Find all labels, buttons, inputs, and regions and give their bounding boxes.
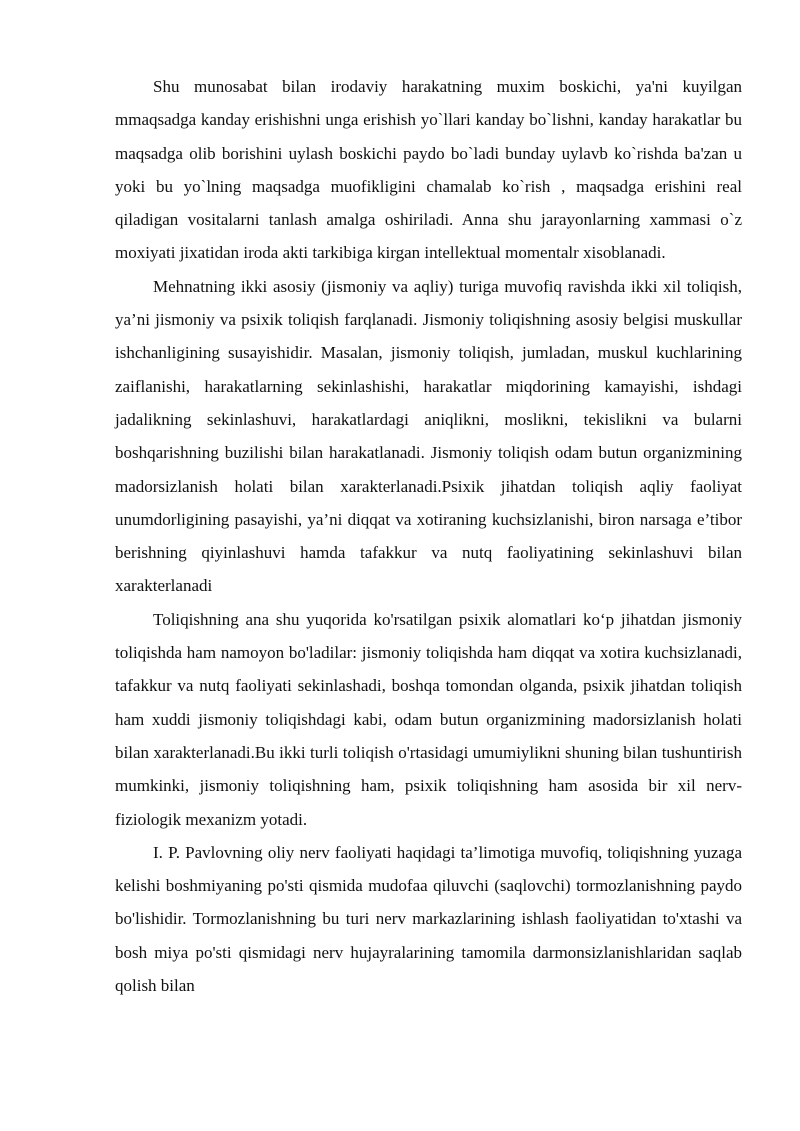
paragraph-2: Mehnatning ikki asosiy (jismoniy va aqliy) turiga muvofiq ravishda ikki xil toliqish, ya’ni jismoniy va psixik toliqish farqlanadi. Jismoniy toliqishning asosiy belgisi muskullar ishchanligining susayishidir. Masalan, jismoniy toliqish, jumladan, muskul kuchlarining zaiflanishi, harakatlarning sekinlashishi, harakatlar miqdorining kamayishi, ishdagi jadalikning sekinlashuvi, harakatlardagi aniqlikni, moslikni, tekislikni va bularni boshqarishning buzilishi bilan harakatlanadi. Jismoniy toliqish odam butun organizmining madorsizlanish holati bilan xarakterlanadi.Psixik jihatdan toliqish aqliy faoliyat unumdorligining pasayishi, ya’ni diqqat va xotiraning kuchsizlanishi, biron narsaga e’tibor berishning qiyinlashuvi hamda tafakkur va nutq faoliyatining sekinlashuvi bilan xarakterlanadi [115,276,742,596]
paragraph-4: I. P. Pavlovning oliy nerv faoliyati haqidagi ta’limotiga muvofiq, toliqishning yuzaga kelishi boshmiyaning po'sti qismida mudofaa qiluvchi (saqlovchi) tormozlanishning paydo bo'lishidir. Tormozlanishning bu turi nerv markazlarining ishlash faoliyatidan to'xtashi va bosh miya po'sti qismidagi nerv hujayralarining tamomila darmonsizlanishlaridan saqlab qolish bilan [115,842,742,996]
document-page [115,70,742,1002]
paragraph-3: Toliqishning ana shu yuqorida ko'rsatilgan psixik alomatlari ko‘p jihatdan jismoniy toliqishda ham namoyon bo'ladilar: jismoniy toliqishda ham diqqat va xotira kuchsizlanadi, tafakkur va nutq faoliyati sekinlashadi, boshqa tomondan olganda, psixik jihatdan toliqish ham xuddi jismoniy toliqishdagi kabi, odam butun organizmining madorsizlanish holati bilan xarakterlanadi.Bu ikki turli toliqish o'rtasidagi umumiylikni shuning bilan tushuntirish mumkinki, jismoniy toliqishning ham, psixik toliqishning ham asosida bir xil nerv-fiziologik mexanizm yotadi. [115,609,742,829]
paragraph-1: Shu munosabat bilan irodaviy harakatning muxim boskichi, ya'ni kuyilgan mmaqsadga kanday erishishni unga erishish yo`llari kanday bo`lishni, kanday harakatlar bu maqsadga olib borishini uylash boskichi paydo bo`ladi bunday uylavb ko`rishda ba'zan u yoki bu yo`lning maqsadga muofikligini chamalab ko`rish , maqsadga erishini real qiladigan vositalarni tanlash amalga oshiriladi. Anna shu jarayonlarning xammasi o`z moxiyati jixatidan iroda akti tarkibiga kirgan intellektual momentalr xisoblanadi. [115,77,742,263]
